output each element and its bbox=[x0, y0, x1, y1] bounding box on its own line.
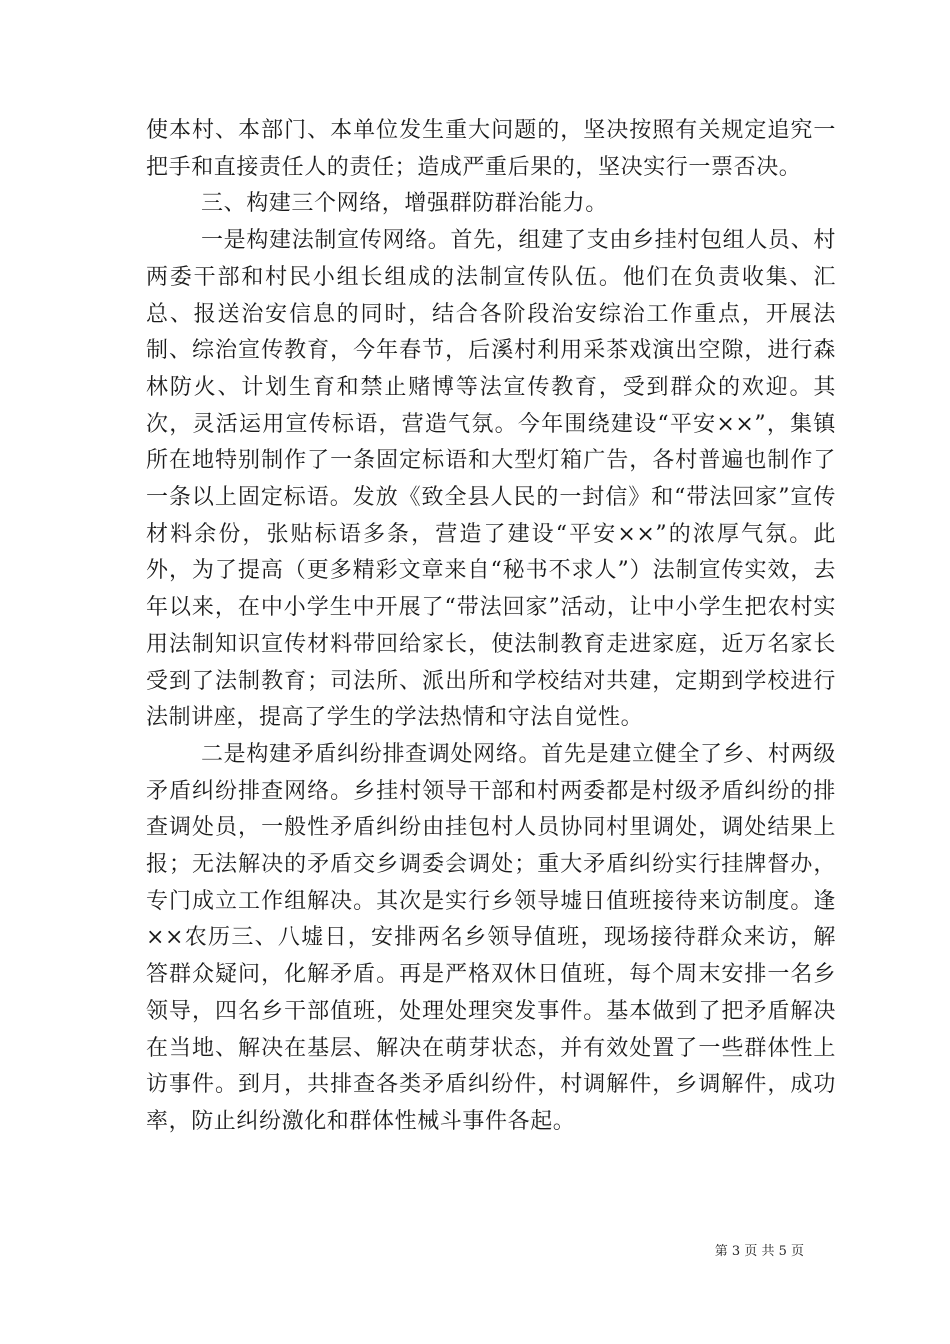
page-number-footer: 第 3 页 共 5 页 bbox=[714, 1244, 804, 1259]
paragraph-legal-publicity-network: 一是构建法制宣传网络。首先，组建了支由乡挂村包组人员、村两委干部和村民小组长组成的法制宣传队伍。他们在负责收集、汇总、报送治安信息的同时，结合各阶段治安综治工作重点，开展法制、综治宣传教育，今年春节，后溪村利用采茶戏演出空隙，进行森林防火、计划生育和禁止赌博等法宣传教育，受到群众的欢迎。其次，灵活运用宣传标语，营造气氛。今年围绕建设“平安××”，集镇所在地特别制作了一条固定标语和大型灯箱广告，各村普遍也制作了一条以上固定标语。发放《致全县人民的一封信》和“带法回家”宣传材料余份，张贴标语多条，营造了建设“平安××”的浓厚气氛。此外，为了提高（更多精彩文章来自“秘书不求人”）法制宣传实效，去年以来，在中小学生中开展了“带法回家”活动，让中小学生把农村实用法制知识宣传材料带回给家长，使法制教育走进家庭，近万名家长受到了法制教育；司法所、派出所和学校结对共建，定期到学校进行法制讲座，提高了学生的学法热情和守法自觉性。 bbox=[146, 228, 836, 731]
section-heading: 三、构建三个网络，增强群防群治能力。 bbox=[201, 191, 608, 217]
document-body bbox=[146, 113, 836, 1141]
paragraph-continuation: 使本村、本部门、本单位发生重大问题的，坚决按照有关规定追究一把手和直接责任人的责任；造成严重后果的，坚决实行一票否决。 bbox=[146, 118, 836, 180]
paragraph-dispute-mediation-network: 二是构建矛盾纠纷排查调处网络。首先是建立健全了乡、村两级矛盾纠纷排查网络。乡挂村领导干部和村两委都是村级矛盾纠纷的排查调处员，一般性矛盾纠纷由挂包村人员协同村里调处，调处结果上报；无法解决的矛盾交乡调委会调处；重大矛盾纠纷实行挂牌督办，专门成立工作组解决。其次是实行乡领导墟日值班接待来访制度。逢××农历三、八墟日，安排两名乡领导值班，现场接待群众来访，解答群众疑问，化解矛盾。再是严格双休日值班，每个周末安排一名乡领导，四名乡干部值班，处理处理突发事件。基本做到了把矛盾解决在当地、解决在基层、解决在萌芽状态，并有效处置了一些群体性上访事件。到月，共排查各类矛盾纠纷件，村调解件，乡调解件，成功率，防止纠纷激化和群体性械斗事件各起。 bbox=[146, 741, 836, 1134]
